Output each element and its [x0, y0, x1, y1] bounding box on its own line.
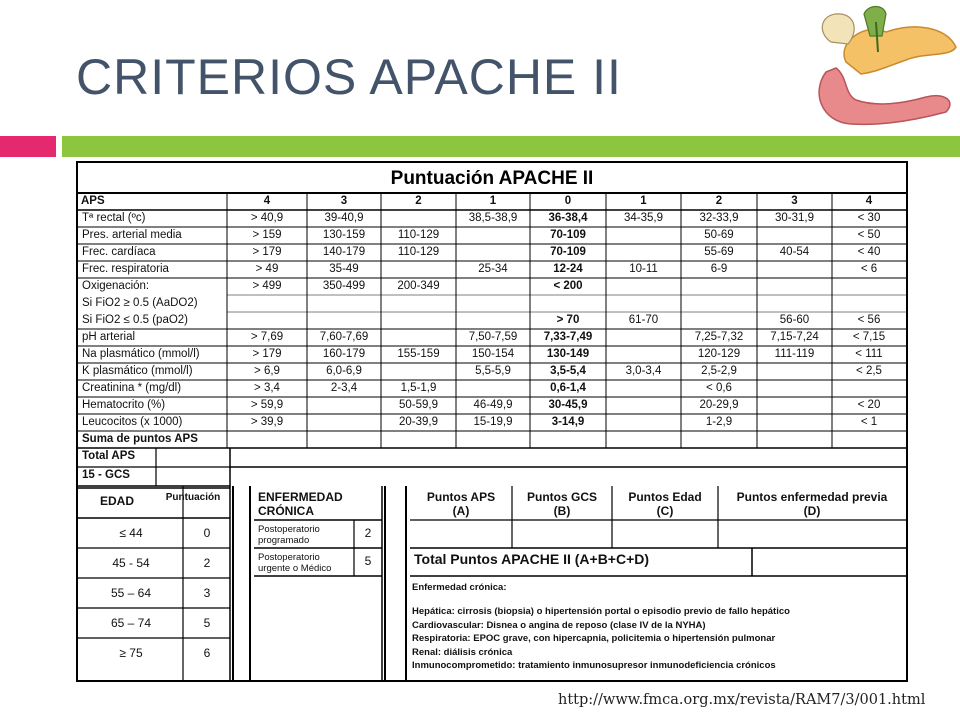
- row-value: 2,5-2,9: [701, 365, 737, 377]
- row-label: Tª rectal (ºc): [82, 212, 146, 224]
- edad-pts: 3: [203, 586, 211, 600]
- edad-value: 45 - 54: [112, 556, 150, 570]
- row-value: < 56: [857, 314, 881, 326]
- postop-prog-2: programado: [258, 535, 310, 546]
- row-value: 111-119: [774, 348, 815, 360]
- edad-pts: 2: [203, 556, 211, 570]
- row-value: 7,25-7,32: [694, 331, 744, 343]
- row-label: Oxigenación:: [82, 280, 150, 292]
- row-value: 10-11: [629, 263, 658, 275]
- row-value: 7,60-7,69: [319, 331, 369, 343]
- row-value: 200-349: [397, 280, 440, 292]
- row-value: 36-38,4: [548, 212, 588, 224]
- row-value: 30-31,9: [774, 212, 814, 224]
- row-value: 110-129: [397, 229, 440, 241]
- suma-label: Suma de puntos APS: [82, 433, 198, 445]
- row-value: > 49: [255, 263, 279, 275]
- pancreas-illustration: [806, 2, 960, 132]
- gcs-label: 15 - GCS: [82, 469, 130, 481]
- header-col-8: 3: [791, 195, 798, 207]
- row-value: 160-179: [322, 348, 366, 360]
- row-value: < 40: [857, 246, 881, 258]
- header-col-4: 1: [489, 195, 497, 207]
- row-value: 130-159: [322, 229, 366, 241]
- row-value: 15-19,9: [473, 416, 513, 428]
- row-value: 50-59,9: [398, 399, 438, 411]
- edad-header: EDAD: [99, 494, 134, 508]
- puntos-label-3: Puntos enfermedad previa: [736, 490, 888, 504]
- postop-urg-1: Postoperatorio: [258, 552, 320, 563]
- notes-title: Enfermedad crónica:: [412, 582, 507, 593]
- note-line: Respiratoria: EPOC grave, con hipercapnia, policitemia o hipertensión pulmonar: [412, 633, 776, 644]
- row-value: < 2,5: [856, 365, 882, 377]
- row-value: 70-109: [550, 229, 586, 241]
- row-value: > 70: [556, 314, 580, 326]
- edad-pts: 5: [203, 616, 211, 630]
- row-value: 25-34: [478, 263, 508, 275]
- puntos-label-2: Puntos Edad: [628, 490, 702, 504]
- row-label: Na plasmático (mmol/l): [82, 348, 200, 360]
- row-value: 55-69: [704, 246, 734, 258]
- edad-pts: 6: [203, 646, 211, 660]
- slide-title: CRITERIOS APACHE II: [76, 49, 622, 105]
- row-label: Si FiO2 ≥ 0.5 (AaDO2): [82, 297, 198, 309]
- row-value: > 179: [252, 246, 282, 258]
- header-col-7: 2: [715, 195, 723, 207]
- row-value: 39-40,9: [324, 212, 364, 224]
- row-value: 50-69: [704, 229, 734, 241]
- header-col-3: 2: [415, 195, 422, 207]
- row-value: 130-149: [546, 348, 590, 360]
- row-label: Si FiO2 ≤ 0.5 (paO2): [82, 314, 189, 326]
- row-label: Frec. cardíaca: [82, 246, 156, 258]
- header-col-2: 3: [340, 195, 348, 207]
- row-label: Frec. respiratoria: [82, 263, 169, 275]
- row-value: 56-60: [779, 314, 810, 326]
- accent-bar-pink: [0, 136, 56, 157]
- row-value: < 30: [857, 212, 881, 224]
- row-value: 120-129: [697, 348, 741, 360]
- row-value: 150-154: [471, 348, 515, 360]
- row-value: 350-499: [322, 280, 366, 292]
- row-value: 61-70: [628, 314, 659, 326]
- header-col-5: 0: [564, 195, 572, 207]
- row-value: > 6,9: [254, 365, 280, 377]
- row-value: 34-35,9: [623, 212, 663, 224]
- puntos-sub-2: (C): [656, 504, 674, 518]
- row-label: Hematocrito (%): [82, 399, 166, 411]
- edad-value: 65 – 74: [110, 616, 152, 630]
- table-title: Puntuación APACHE II: [390, 168, 594, 189]
- row-value: 155-159: [397, 348, 440, 360]
- puntos-sub-1: (B): [553, 504, 571, 518]
- enfermedad-header-2: CRÓNICA: [258, 504, 314, 518]
- row-value: < 50: [857, 229, 881, 241]
- header-col-6: 1: [640, 195, 647, 207]
- row-value: 12-24: [553, 263, 583, 275]
- row-value: < 6: [860, 263, 878, 275]
- row-value: < 20: [857, 399, 881, 411]
- edad-value: ≥ 75: [119, 646, 143, 660]
- postop-urg-pts: 5: [364, 554, 372, 568]
- row-value: 7,15-7,24: [770, 331, 819, 343]
- row-value: < 0,6: [706, 382, 732, 394]
- row-value: 3-14,9: [551, 416, 585, 428]
- edad-value: 55 – 64: [110, 586, 152, 600]
- row-value: 32-33,9: [699, 212, 739, 224]
- row-value: 7,33-7,49: [543, 331, 593, 343]
- row-value: < 200: [553, 280, 583, 292]
- row-value: 35-49: [329, 263, 359, 275]
- note-line: Inmunocomprometido: tratamiento inmunosupresor inmunodeficiencia crónicos: [412, 660, 776, 671]
- apache-table: [76, 161, 908, 682]
- row-value: 2-3,4: [330, 382, 358, 394]
- accent-bar-green: [62, 136, 960, 157]
- puntos-label-1: Puntos GCS: [526, 490, 597, 504]
- row-value: 38,5-38,9: [468, 212, 518, 224]
- row-value: 7,50-7,59: [468, 331, 518, 343]
- row-value: > 499: [252, 280, 282, 292]
- total-apache-label: Total Puntos APACHE II (A+B+C+D): [414, 551, 650, 567]
- row-value: 6-9: [710, 263, 728, 275]
- row-value: 20-29,9: [699, 399, 739, 411]
- puntos-label-0: Puntos APS: [426, 490, 496, 504]
- row-value: < 111: [855, 348, 883, 360]
- puntuacion-header: Puntuación: [165, 492, 221, 503]
- note-line: Renal: diálisis crónica: [412, 646, 513, 658]
- row-value: 110-129: [397, 246, 440, 258]
- row-value: 30-45,9: [548, 399, 588, 411]
- row-label: K plasmático (mmol/l): [82, 365, 193, 377]
- postop-prog-1: Postoperatorio: [258, 524, 320, 535]
- row-label: Leucocitos (x 1000): [82, 416, 183, 428]
- row-value: 3,0-3,4: [625, 365, 662, 377]
- row-value: 0,6-1,4: [550, 382, 586, 394]
- row-value: > 159: [252, 229, 282, 241]
- row-value: 46-49,9: [473, 399, 513, 411]
- postop-prog-pts: 2: [364, 526, 372, 540]
- row-value: > 7,69: [250, 331, 284, 343]
- row-value: > 59,9: [250, 399, 284, 411]
- row-value: > 40,9: [250, 212, 284, 224]
- header-col-0: APS: [81, 195, 105, 207]
- source-url: http://www.fmca.org.mx/revista/RAM7/3/001.html: [558, 692, 926, 708]
- row-value: 1,5-1,9: [400, 382, 437, 394]
- row-value: 6,0-6,9: [326, 365, 362, 377]
- edad-value: ≤ 44: [119, 526, 143, 540]
- puntos-sub-3: (D): [803, 504, 821, 518]
- note-line: Cardiovascular: Disnea o angina de reposo (clase IV de la NYHA): [412, 619, 706, 631]
- row-value: 5,5-5,9: [475, 365, 511, 377]
- row-label: Creatinina * (mg/dl): [82, 382, 182, 394]
- row-label: Pres. arterial media: [82, 229, 182, 241]
- enfermedad-header-1: ENFERMEDAD: [258, 490, 343, 504]
- row-value: 140-179: [322, 246, 366, 258]
- edad-pts: 0: [203, 526, 211, 540]
- note-line: Hepática: cirrosis (biopsia) o hipertensión portal o episodio previo de fallo hepático: [412, 606, 790, 617]
- row-value: 70-109: [550, 246, 586, 258]
- total-aps-label: Total APS: [82, 450, 136, 462]
- puntos-sub-0: (A): [452, 504, 470, 518]
- row-value: 3,5-5,4: [550, 365, 586, 377]
- header-col-9: 4: [865, 195, 873, 207]
- row-value: < 1: [860, 416, 878, 428]
- row-value: > 179: [252, 348, 282, 360]
- row-value: < 7,15: [852, 331, 886, 343]
- row-value: > 39,9: [250, 416, 284, 428]
- row-value: > 3,4: [254, 382, 280, 394]
- row-value: 1-2,9: [705, 416, 733, 428]
- postop-urg-2: urgente o Médico: [258, 563, 332, 574]
- row-value: 40-54: [779, 246, 810, 258]
- row-label: pH arterial: [82, 331, 136, 343]
- header-col-1: 4: [263, 195, 271, 207]
- row-value: 20-39,9: [398, 416, 438, 428]
